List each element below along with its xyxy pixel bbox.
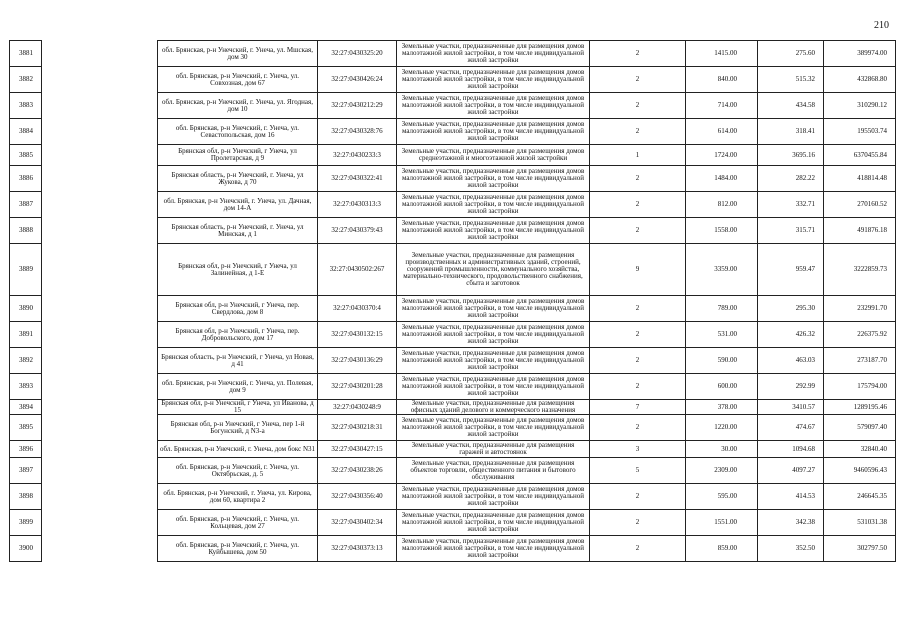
area-cell: 1220.00 [686,415,758,441]
cadastral-value-cell: 175794.00 [824,374,896,400]
group-code-cell: 2 [590,119,686,145]
group-code-cell: 2 [590,322,686,348]
address-cell: обл. Брянская, р-н Унечский, г. Унеча, ул. Куйбышева, дом 50 [158,536,318,562]
unit-value-cell: 342.38 [758,510,824,536]
row-number-cell: 3893 [10,374,42,400]
cadastral-value-cell: 579097.40 [824,415,896,441]
spacer-cell [42,93,158,119]
address-cell: обл. Брянская, р-н Унечский, г. Унеча, ул. Севастопольская, дом 16 [158,119,318,145]
unit-value-cell: 318.41 [758,119,824,145]
address-cell: обл. Брянская, р-н Унечский, г. Унеча, ул. Кольцевая, дом 27 [158,510,318,536]
table-body [10,41,896,562]
address-cell: Брянская обл, р-н Унечский, г Унеча, ул Иванова, д 15 [158,400,318,415]
land-use-cell: Земельные участки, предназначенные для размещения домов среднеэтажной и многоэтажной жилой застройки [397,145,590,166]
spacer-cell [42,441,158,458]
unit-value-cell: 295.30 [758,296,824,322]
land-use-cell: Земельные участки, предназначенные для размещения офисных зданий делового и коммерческого назначения [397,400,590,415]
group-code-cell: 2 [590,296,686,322]
area-cell: 812.00 [686,192,758,218]
unit-value-cell: 463.03 [758,348,824,374]
group-code-cell: 7 [590,400,686,415]
table-row [10,441,896,458]
group-code-cell: 2 [590,218,686,244]
address-cell: обл. Брянская, р-н Унечский, г. Унеча, ул. Полевая, дом 9 [158,374,318,400]
cadastral-number-cell: 32:27:0430248:9 [318,400,397,415]
address-cell: Брянская область, р-н Унечский, г Унеча, ул Новая, д 41 [158,348,318,374]
group-code-cell: 2 [590,510,686,536]
address-cell: обл. Брянская, р-н Унечский, г. Унеча, дом бокс N31 [158,441,318,458]
spacer-cell [42,348,158,374]
table-row [10,510,896,536]
cadastral-number-cell: 32:27:0430379:43 [318,218,397,244]
spacer-cell [42,145,158,166]
area-cell: 1484.00 [686,166,758,192]
address-cell: Брянская обл, р-н Унечский, г Унеча, пер 1-й Богунский, д N3-а [158,415,318,441]
area-cell: 789.00 [686,296,758,322]
cadastral-value-cell: 9460596.43 [824,458,896,484]
table-row [10,119,896,145]
cadastral-number-cell: 32:27:0430502:267 [318,244,397,296]
cadastral-number-cell: 32:27:0430325:20 [318,41,397,67]
group-code-cell: 2 [590,41,686,67]
table-row [10,93,896,119]
cadastral-number-cell: 32:27:0430132:15 [318,322,397,348]
spacer-cell [42,296,158,322]
cadastral-value-cell: 1289195.46 [824,400,896,415]
table-row [10,458,896,484]
land-use-cell: Земельные участки, предназначенные для размещения домов малоэтажной жилой застройки, в том числе индивидуальной жилой застройки [397,484,590,510]
land-use-cell: Земельные участки, предназначенные для размещения объектов торговли, общественного питания и бытового обслуживания [397,458,590,484]
unit-value-cell: 3410.57 [758,400,824,415]
unit-value-cell: 275.60 [758,41,824,67]
cadastral-number-cell: 32:27:0430373:13 [318,536,397,562]
table-row [10,145,896,166]
row-number-cell: 3887 [10,192,42,218]
land-use-cell: Земельные участки, предназначенные для размещения домов малоэтажной жилой застройки, в том числе индивидуальной жилой застройки [397,93,590,119]
unit-value-cell: 4097.27 [758,458,824,484]
row-number-cell: 3896 [10,441,42,458]
cadastral-value-cell: 418814.48 [824,166,896,192]
row-number-cell: 3900 [10,536,42,562]
cadastral-value-table [9,40,896,562]
cadastral-value-cell: 226375.92 [824,322,896,348]
cadastral-number-cell: 32:27:0430322:41 [318,166,397,192]
land-use-cell: Земельные участки, предназначенные для размещения гаражей и автостоянок [397,441,590,458]
row-number-cell: 3898 [10,484,42,510]
cadastral-number-cell: 32:27:0430238:26 [318,458,397,484]
group-code-cell: 1 [590,145,686,166]
area-cell: 590.00 [686,348,758,374]
table-row [10,218,896,244]
area-cell: 2309.00 [686,458,758,484]
spacer-cell [42,166,158,192]
row-number-cell: 3885 [10,145,42,166]
area-cell: 1724.00 [686,145,758,166]
land-use-cell: Земельные участки, предназначенные для размещения домов малоэтажной жилой застройки, в том числе индивидуальной жилой застройки [397,41,590,67]
land-use-cell: Земельные участки, предназначенные для размещения домов малоэтажной жилой застройки, в том числе индивидуальной жилой застройки [397,510,590,536]
spacer-cell [42,322,158,348]
table-row [10,244,896,296]
land-use-cell: Земельные участки, предназначенные для размещения домов малоэтажной жилой застройки, в том числе индивидуальной жилой застройки [397,415,590,441]
cadastral-value-cell: 270160.52 [824,192,896,218]
spacer-cell [42,41,158,67]
cadastral-number-cell: 32:27:0430402:34 [318,510,397,536]
address-cell: обл. Брянская, р-н Унечский, г. Унеча, ул. Мшская, дом 30 [158,41,318,67]
land-use-cell: Земельные участки, предназначенные для размещения домов малоэтажной жилой застройки, в том числе индивидуальной жилой застройки [397,536,590,562]
address-cell: обл. Брянская, р-н Унечский, г. Унеча, ул. Совхозная, дом 67 [158,67,318,93]
spacer-cell [42,244,158,296]
spacer-cell [42,510,158,536]
cadastral-number-cell: 32:27:0430233:3 [318,145,397,166]
row-number-cell: 3899 [10,510,42,536]
table-row [10,41,896,67]
unit-value-cell: 292.99 [758,374,824,400]
cadastral-value-cell: 32840.40 [824,441,896,458]
cadastral-number-cell: 32:27:0430313:3 [318,192,397,218]
table-row [10,166,896,192]
area-cell: 1558.00 [686,218,758,244]
address-cell: обл. Брянская, р-н Унечский, г. Унеча, ул. Ягодная, дом 10 [158,93,318,119]
address-cell: Брянская обл, р-н Унечский, г Унеча, пер. Добровольского, дом 17 [158,322,318,348]
row-number-cell: 3891 [10,322,42,348]
area-cell: 3359.00 [686,244,758,296]
land-use-cell: Земельные участки, предназначенные для размещения домов малоэтажной жилой застройки, в том числе индивидуальной жилой застройки [397,218,590,244]
address-cell: Брянская обл, р-н Унечский, г Унеча, ул Пролетарская, д 9 [158,145,318,166]
spacer-cell [42,400,158,415]
address-cell: Брянская область, р-н Унечский, г. Унеча, ул Жукова, д 70 [158,166,318,192]
unit-value-cell: 426.32 [758,322,824,348]
address-cell: Брянская обл, р-н Унечский, г Унеча, пер. Свердлова, дом 8 [158,296,318,322]
address-cell: Брянская обл, р-н Унечский, г Унеча, ул Залинейная, д 1-Е [158,244,318,296]
cadastral-number-cell: 32:27:0430212:29 [318,93,397,119]
unit-value-cell: 434.58 [758,93,824,119]
row-number-cell: 3882 [10,67,42,93]
cadastral-value-cell: 6370455.84 [824,145,896,166]
area-cell: 531.00 [686,322,758,348]
land-use-cell: Земельные участки, предназначенные для размещения домов малоэтажной жилой застройки, в том числе индивидуальной жилой застройки [397,67,590,93]
cadastral-number-cell: 32:27:0430427:15 [318,441,397,458]
page-number: 210 [874,20,889,31]
spacer-cell [42,458,158,484]
area-cell: 378.00 [686,400,758,415]
cadastral-number-cell: 32:27:0430370:4 [318,296,397,322]
group-code-cell: 2 [590,536,686,562]
row-number-cell: 3888 [10,218,42,244]
row-number-cell: 3895 [10,415,42,441]
table-row [10,67,896,93]
row-number-cell: 3890 [10,296,42,322]
unit-value-cell: 414.53 [758,484,824,510]
table-row [10,400,896,415]
cadastral-value-cell: 3222859.73 [824,244,896,296]
cadastral-number-cell: 32:27:0430426:24 [318,67,397,93]
cadastral-number-cell: 32:27:0430328:76 [318,119,397,145]
spacer-cell [42,119,158,145]
area-cell: 595.00 [686,484,758,510]
area-cell: 859.00 [686,536,758,562]
group-code-cell: 2 [590,348,686,374]
group-code-cell: 3 [590,441,686,458]
land-use-cell: Земельные участки, предназначенные для размещения домов малоэтажной жилой застройки, в том числе индивидуальной жилой застройки [397,119,590,145]
spacer-cell [42,374,158,400]
land-use-cell: Земельные участки, предназначенные для размещения домов малоэтажной жилой застройки, в том числе индивидуальной жилой застройки [397,166,590,192]
cadastral-value-cell: 232991.70 [824,296,896,322]
address-cell: обл. Брянская, р-н Унечский, г. Унеча, ул. Дачная, дом 14-А [158,192,318,218]
group-code-cell: 2 [590,374,686,400]
unit-value-cell: 332.71 [758,192,824,218]
row-number-cell: 3886 [10,166,42,192]
unit-value-cell: 3695.16 [758,145,824,166]
group-code-cell: 2 [590,192,686,218]
cadastral-value-cell: 302797.50 [824,536,896,562]
area-cell: 30.00 [686,441,758,458]
unit-value-cell: 315.71 [758,218,824,244]
table-row [10,322,896,348]
table-row [10,536,896,562]
cadastral-number-cell: 32:27:0430136:29 [318,348,397,374]
area-cell: 1551.00 [686,510,758,536]
land-use-cell: Земельные участки, предназначенные для размещения домов малоэтажной жилой застройки, в том числе индивидуальной жилой застройки [397,322,590,348]
group-code-cell: 2 [590,93,686,119]
land-use-cell: Земельные участки, предназначенные для размещения домов малоэтажной жилой застройки, в том числе индивидуальной жилой застройки [397,192,590,218]
group-code-cell: 9 [590,244,686,296]
row-number-cell: 3881 [10,41,42,67]
table-row [10,374,896,400]
cadastral-value-cell: 273187.70 [824,348,896,374]
cadastral-value-cell: 531031.38 [824,510,896,536]
address-cell: Брянская область, р-н Унечский, г. Унеча, ул Минская, д 1 [158,218,318,244]
group-code-cell: 2 [590,415,686,441]
area-cell: 840.00 [686,67,758,93]
land-use-cell: Земельные участки, предназначенные для размещения домов малоэтажной жилой застройки, в том числе индивидуальной жилой застройки [397,374,590,400]
cadastral-value-cell: 432868.80 [824,67,896,93]
unit-value-cell: 282.22 [758,166,824,192]
table-row [10,192,896,218]
unit-value-cell: 1094.68 [758,441,824,458]
row-number-cell: 3884 [10,119,42,145]
cadastral-number-cell: 32:27:0430201:28 [318,374,397,400]
table-row [10,348,896,374]
area-cell: 600.00 [686,374,758,400]
cadastral-value-cell: 389974.00 [824,41,896,67]
spacer-cell [42,67,158,93]
row-number-cell: 3889 [10,244,42,296]
address-cell: обл. Брянская, р-н Унечский, г. Унеча, ул. Кирова, дом 60, квартира 2 [158,484,318,510]
table-row [10,296,896,322]
unit-value-cell: 515.32 [758,67,824,93]
unit-value-cell: 352.50 [758,536,824,562]
land-use-cell: Земельные участки, предназначенные для размещения домов малоэтажной жилой застройки, в том числе индивидуальной жилой застройки [397,296,590,322]
area-cell: 614.00 [686,119,758,145]
address-cell: обл. Брянская, р-н Унечский, г. Унеча, ул. Октябрьская, д. 5 [158,458,318,484]
unit-value-cell: 959.47 [758,244,824,296]
group-code-cell: 2 [590,484,686,510]
cadastral-value-cell: 491876.18 [824,218,896,244]
cadastral-number-cell: 32:27:0430218:31 [318,415,397,441]
cadastral-number-cell: 32:27:0430356:40 [318,484,397,510]
group-code-cell: 2 [590,166,686,192]
spacer-cell [42,484,158,510]
spacer-cell [42,415,158,441]
row-number-cell: 3883 [10,93,42,119]
row-number-cell: 3892 [10,348,42,374]
area-cell: 714.00 [686,93,758,119]
row-number-cell: 3897 [10,458,42,484]
land-use-cell: Земельные участки, предназначенные для размещения производственных и административных зданий, строений, сооружений промышленности, коммунального хозяйства, материально-технического, продовольственного снабжения, сбыта и заготовок [397,244,590,296]
spacer-cell [42,536,158,562]
land-use-cell: Земельные участки, предназначенные для размещения домов малоэтажной жилой застройки, в том числе индивидуальной жилой застройки [397,348,590,374]
group-code-cell: 2 [590,67,686,93]
group-code-cell: 5 [590,458,686,484]
table-row [10,484,896,510]
cadastral-value-cell: 310290.12 [824,93,896,119]
table-row [10,415,896,441]
spacer-cell [42,192,158,218]
unit-value-cell: 474.67 [758,415,824,441]
area-cell: 1415.00 [686,41,758,67]
cadastral-value-cell: 246645.35 [824,484,896,510]
spacer-cell [42,218,158,244]
row-number-cell: 3894 [10,400,42,415]
cadastral-value-cell: 195503.74 [824,119,896,145]
